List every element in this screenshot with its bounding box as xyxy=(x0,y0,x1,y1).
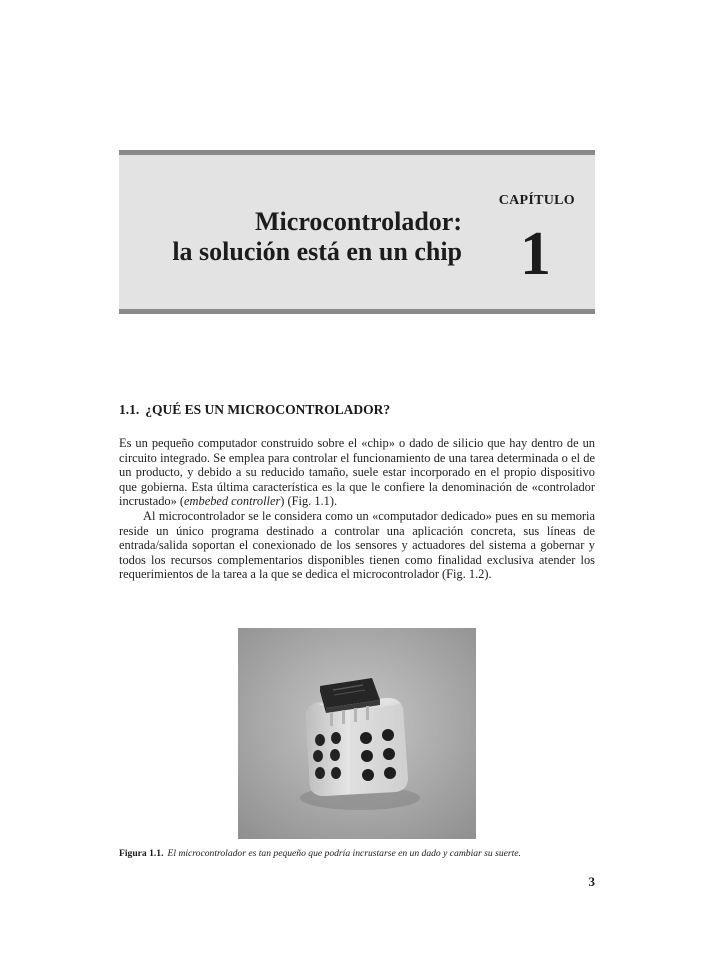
chapter-label: CAPÍTULO xyxy=(498,193,575,208)
figure-label: Figura 1.1. xyxy=(119,848,164,859)
paragraph-1-text-b: ) (Fig. 1.1). xyxy=(280,494,338,509)
figure-caption xyxy=(119,848,595,859)
chapter-header xyxy=(119,150,595,314)
page-number: 3 xyxy=(588,874,595,889)
chapter-title-line-1: Microcontrolador: xyxy=(255,207,462,236)
section-number: 1.1. xyxy=(119,402,140,417)
paragraph-2: Al microcontrolador se le considera como un «computador dedicado» pues en su memoria reside un único programa destinado a controlar una aplicación concreta, sus líneas de entrada/salida soportan el conexionado de los sensores y actuadores del sistema a gobernar y todos los recursos complementarios disponibles tienen como finalidad exclusiva atender los requerimientos de la tarea a la que se dedica el microcontrolador (Fig. 1.2). xyxy=(119,508,595,582)
body-text xyxy=(119,436,595,582)
figure-photo xyxy=(238,628,476,839)
chapter-title-line-2: la solución está en un chip xyxy=(172,237,462,266)
chapter-title xyxy=(172,207,462,267)
paragraph-1-text-a: Es un pequeño computador construido sobre el «chip» o dado de silicio que hay dentro de un circuito integrado. Se emplea para controlar el funcionamiento de una tarea determinada o el de un producto, y debido a su reducido tamaño, suele estar incorporado en el propio dispositivo que gobierna. Esta última característica es la que le confiere la denominación de «controlador incrustado» ( xyxy=(119,436,595,509)
paragraph-1-italic: embebed controller xyxy=(184,494,281,509)
chapter-number: 1 xyxy=(520,220,551,288)
paragraph-1 xyxy=(119,436,595,509)
section-title: ¿QUÉ ES UN MICROCONTROLADOR? xyxy=(145,402,391,417)
section-heading xyxy=(119,402,595,418)
figure-caption-text: El microcontrolador es tan pequeño que podría incrustarse en un dado y cambiar su suerte. xyxy=(167,848,521,859)
